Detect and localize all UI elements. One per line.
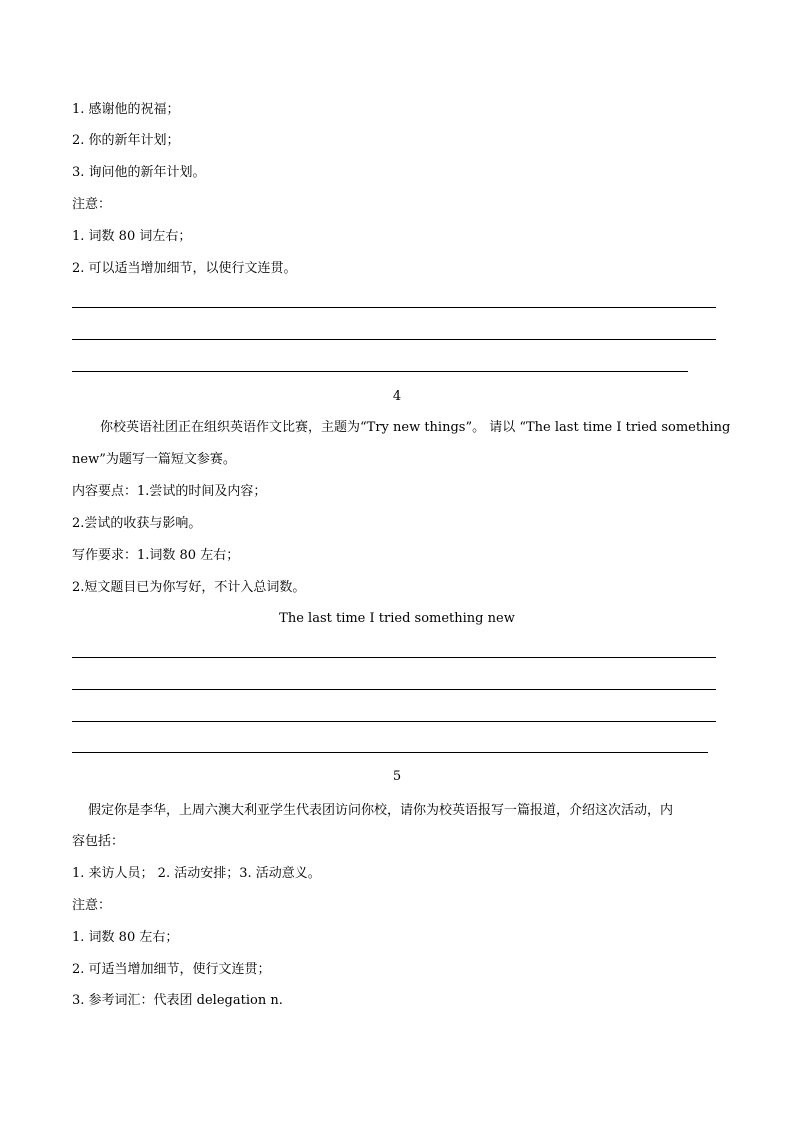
list-item: 1. 来访人员； 2. 活动安排；3. 活动意义。 <box>72 866 321 881</box>
content-requirement: 2.尝试的收获与影响。 <box>72 516 202 531</box>
content-requirement: 内容要点：1.尝试的时间及内容； <box>72 484 267 499</box>
list-item: 3. 询问他的新年计划。 <box>72 165 206 180</box>
prompt-text: 容包括： <box>72 834 125 849</box>
answer-line <box>72 371 688 372</box>
question-number: 5 <box>392 769 402 784</box>
answer-line <box>72 721 716 722</box>
prompt-text: new”为题写一篇短文参赛。 <box>72 452 236 467</box>
essay-title: The last time I tried something new <box>279 611 515 626</box>
note-item: 3. 参考词汇：代表团 delegation n. <box>72 993 283 1008</box>
answer-line <box>72 657 716 658</box>
note-label: 注意： <box>72 197 112 212</box>
list-item: 1. 感谢他的祝福； <box>72 102 180 117</box>
note-item: 2. 可以适当增加细节，以使行文连贯。 <box>72 261 297 276</box>
note-label: 注意： <box>72 898 112 913</box>
writing-requirement: 2.短文题目已为你写好，不计入总词数。 <box>72 580 306 595</box>
answer-line <box>72 689 716 690</box>
note-item: 2. 可适当增加细节，使行文连贯； <box>72 962 271 977</box>
writing-requirement: 写作要求：1.词数 80 左右； <box>72 548 240 563</box>
answer-line <box>72 339 716 340</box>
answer-line <box>72 752 708 753</box>
prompt-text: 假定你是李华，上周六澳大利亚学生代表团访问你校，请你为校英语报写一篇报道，介绍这次活动，内 <box>88 803 674 818</box>
question-number: 4 <box>392 389 402 404</box>
note-item: 1. 词数 80 左右； <box>72 930 179 945</box>
note-item: 1. 词数 80 词左右； <box>72 229 192 244</box>
prompt-text: 你校英语社团正在组织英语作文比赛，主题为“Try new things”。 请以 “The last time I tried something <box>100 420 731 435</box>
answer-line <box>72 307 716 308</box>
list-item: 2. 你的新年计划； <box>72 133 180 148</box>
